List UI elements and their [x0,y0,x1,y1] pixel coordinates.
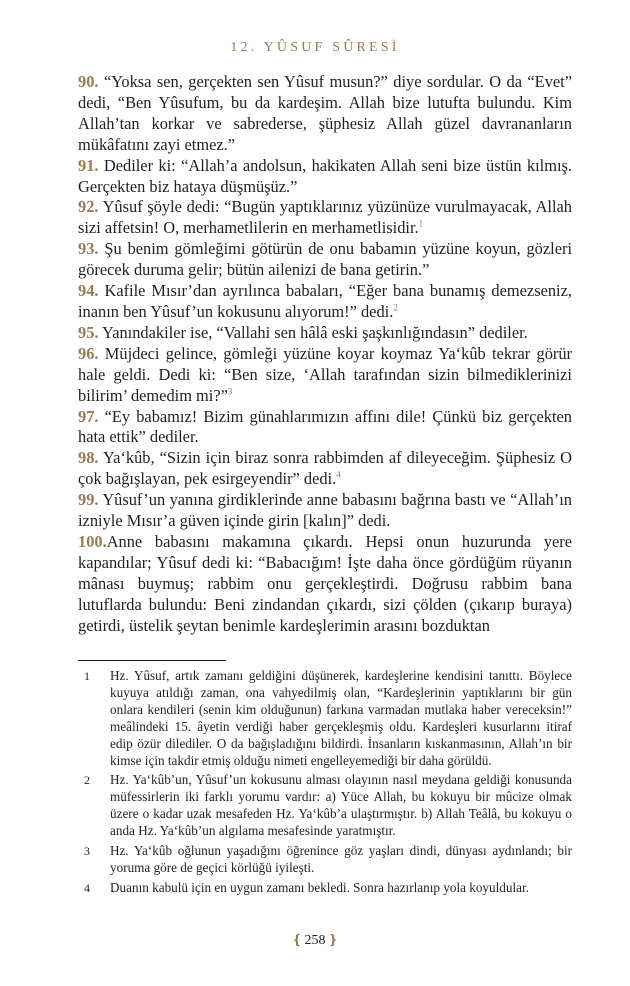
footnote-2 [78,772,572,840]
page-number: 258 [304,933,326,948]
verse-text: Ya‘kûb, “Sizin için biraz sonra rabbimden af dileyeceğim. Şüphesiz O çok bağışlayan, pek esirgeyendir” dedi. [78,448,572,489]
footnotes [78,668,572,900]
footnote-number: 1 [84,669,90,683]
verse-97 [78,407,572,449]
verse-number: 91. [78,155,99,175]
verse-94 [78,281,572,323]
verse-text: Kafile Mısır’dan ayrılınca babaları, “Eğer bana bunamış demezseniz, inanın ben Yûsuf’un kokusunu alıyorum!” dedi. [78,281,572,321]
ornament-right-icon: ❵ [327,932,339,947]
verse-number: 98. [78,448,99,468]
footnote-ref[interactable]: 2 [393,302,398,313]
verse-92 [78,197,572,239]
verse-number: 99. [78,490,99,510]
footnote-text: Hz. Ya‘kûb’un, Yûsuf’un kokusunu alması olayının nasıl meydana geldiği konusunda müfessirlerin iki farklı yorumu vardır: a) Yüce Allah, bu kokuyu bir mûcize olmak üzere o kadar uzak mesafeden Hz. Ya‘kûb’a ulaştırmıştır. b) Allah Teâlâ, bu kokuyu o anda Hz. Ya‘kûb’un algılama mesafesinde yaratmıştır. [110,772,572,839]
verse-91 [78,156,572,198]
verse-number: 100. [78,531,107,551]
running-header [0,40,630,56]
verse-98 [78,448,572,490]
verse-text: “Yoksa sen, gerçekten sen Yûsuf musun?” diye sordular. O da “Evet” dedi, “Ben Yûsufum, bu da kardeşim. Allah bize lutufta bulundu. Kim Allah’tan korkar ve sabrederse, şüphesiz Allah güzel davrananların mükâfatını zayi etmez.” [78,72,572,154]
verse-number: 92. [78,197,99,217]
verse-96 [78,344,572,407]
footnote-text: Duanın kabulü için en uygun zamanı bekledi. Sonra hazırlanıp yola koyuldular. [110,879,529,895]
verse-number: 95. [78,322,99,342]
surah-title: 12. YÛSUF SÛRESİ [230,40,400,55]
verse-text: Dediler ki: “Allah’a andolsun, hakikaten Allah seni bize üstün kılmış. Gerçekten biz hataya düşmüşüz.” [78,155,572,196]
verse-text: Yûsuf şöyle dedi: “Bugün yaptıklarınız yüzünüze vurulmayacak, Allah sizi affetsin! O, merhametlilerin en merhametlisidir. [78,197,572,238]
footnote-ref[interactable]: 1 [418,218,424,229]
verse-block [78,72,572,636]
footnote-ref[interactable]: 4 [336,469,341,480]
footnote-text: Hz. Ya‘kûb oğlunun yaşadığını öğrenince göz yaşları dindi, dünyası aydınlandı; bir yoruma göre de geçici körlüğü iyileşti. [110,843,572,875]
verse-text: Müjdeci gelince, gömleği yüzüne koyar koymaz Ya‘kûb tekrar görür hale geldi. Dedi ki: “Ben size, ‘Allah tarafından sizin bilmediklerinizi bilirim’ demedim mi?” [78,343,572,405]
ornament-left-icon: ❴ [291,932,303,947]
verse-93 [78,239,572,281]
verse-90 [78,72,572,156]
verse-number: 90. [78,72,99,91]
page-footer [0,932,630,949]
verse-text: Şu benim gömleğimi götürün de onu babamın yüzüne koyun, gözleri görecek duruma gelir; bütün ailenizi de bana getirin.” [78,239,572,280]
verse-text: Yanındakiler ise, “Vallahi sen hâlâ eski şaşkınlığındasın” dediler. [102,322,528,342]
footnote-3 [78,843,572,877]
verse-number: 94. [78,281,99,301]
verse-text: Yûsuf’un yanına girdiklerinde anne babasını bağrına bastı ve “Allah’ın izniyle Mısır’a güven içinde girin [kalın]” dedi. [78,490,572,531]
footnote-text: Hz. Yûsuf, artık zamanı geldiğini düşünerek, kardeşlerine kendisini tanıttı. Böylece kuyuya atıldığı zaman, ona vahyedilmiş olan, “Kardeşlerinin yaptıklarını bir gün onlara kendileri (senin kim olduğunun) farkına varmadan mutlaka haber vereceksin!” meâlindeki 15. âyetin verdiği haber gerçekleşmiş oldu. Kardeşleri kusurlarını itiraf edip özür dilediler. O da bağışladığını bildirdi. İnsanların kıskanmasının, Allah’ın bir kimse için takdir etmiş olduğu nimeti engelleyemediği bir daha görüldü. [110,668,572,768]
footnote-4 [78,880,572,897]
verse-text: Anne babasını makamına çıkardı. Hepsi onun huzurunda yere kapandılar; Yûsuf dedi ki: “Babacığım! İşte daha önce gördüğüm rüyanın mânası buymuş; rabbim onu gerçekleştirdi. Doğrusu rabbim bana lutuflarda bulundu: Beni zindandan çıkardı, sizi çölden (çıkarıp buraya) getirdi, üstelik şeytan benimle kardeşlerimin arasını bozduktan [78,531,572,635]
footnote-number: 2 [84,773,90,788]
footnote-divider [78,660,226,661]
footnote-number: 4 [84,880,90,895]
verse-number: 93. [78,239,99,259]
verse-100 [78,532,572,637]
footnote-1 [78,668,572,769]
footnote-number: 3 [84,844,90,859]
verse-number: 96. [78,343,99,363]
verse-number: 97. [78,406,99,426]
verse-95 [78,323,572,344]
footnote-ref[interactable]: 3 [227,386,233,397]
verse-text: “Ey babamız! Bizim günahlarımızın affını dile! Çünkü biz gerçekten hata ettik” dediler. [78,406,572,447]
verse-99 [78,490,572,532]
